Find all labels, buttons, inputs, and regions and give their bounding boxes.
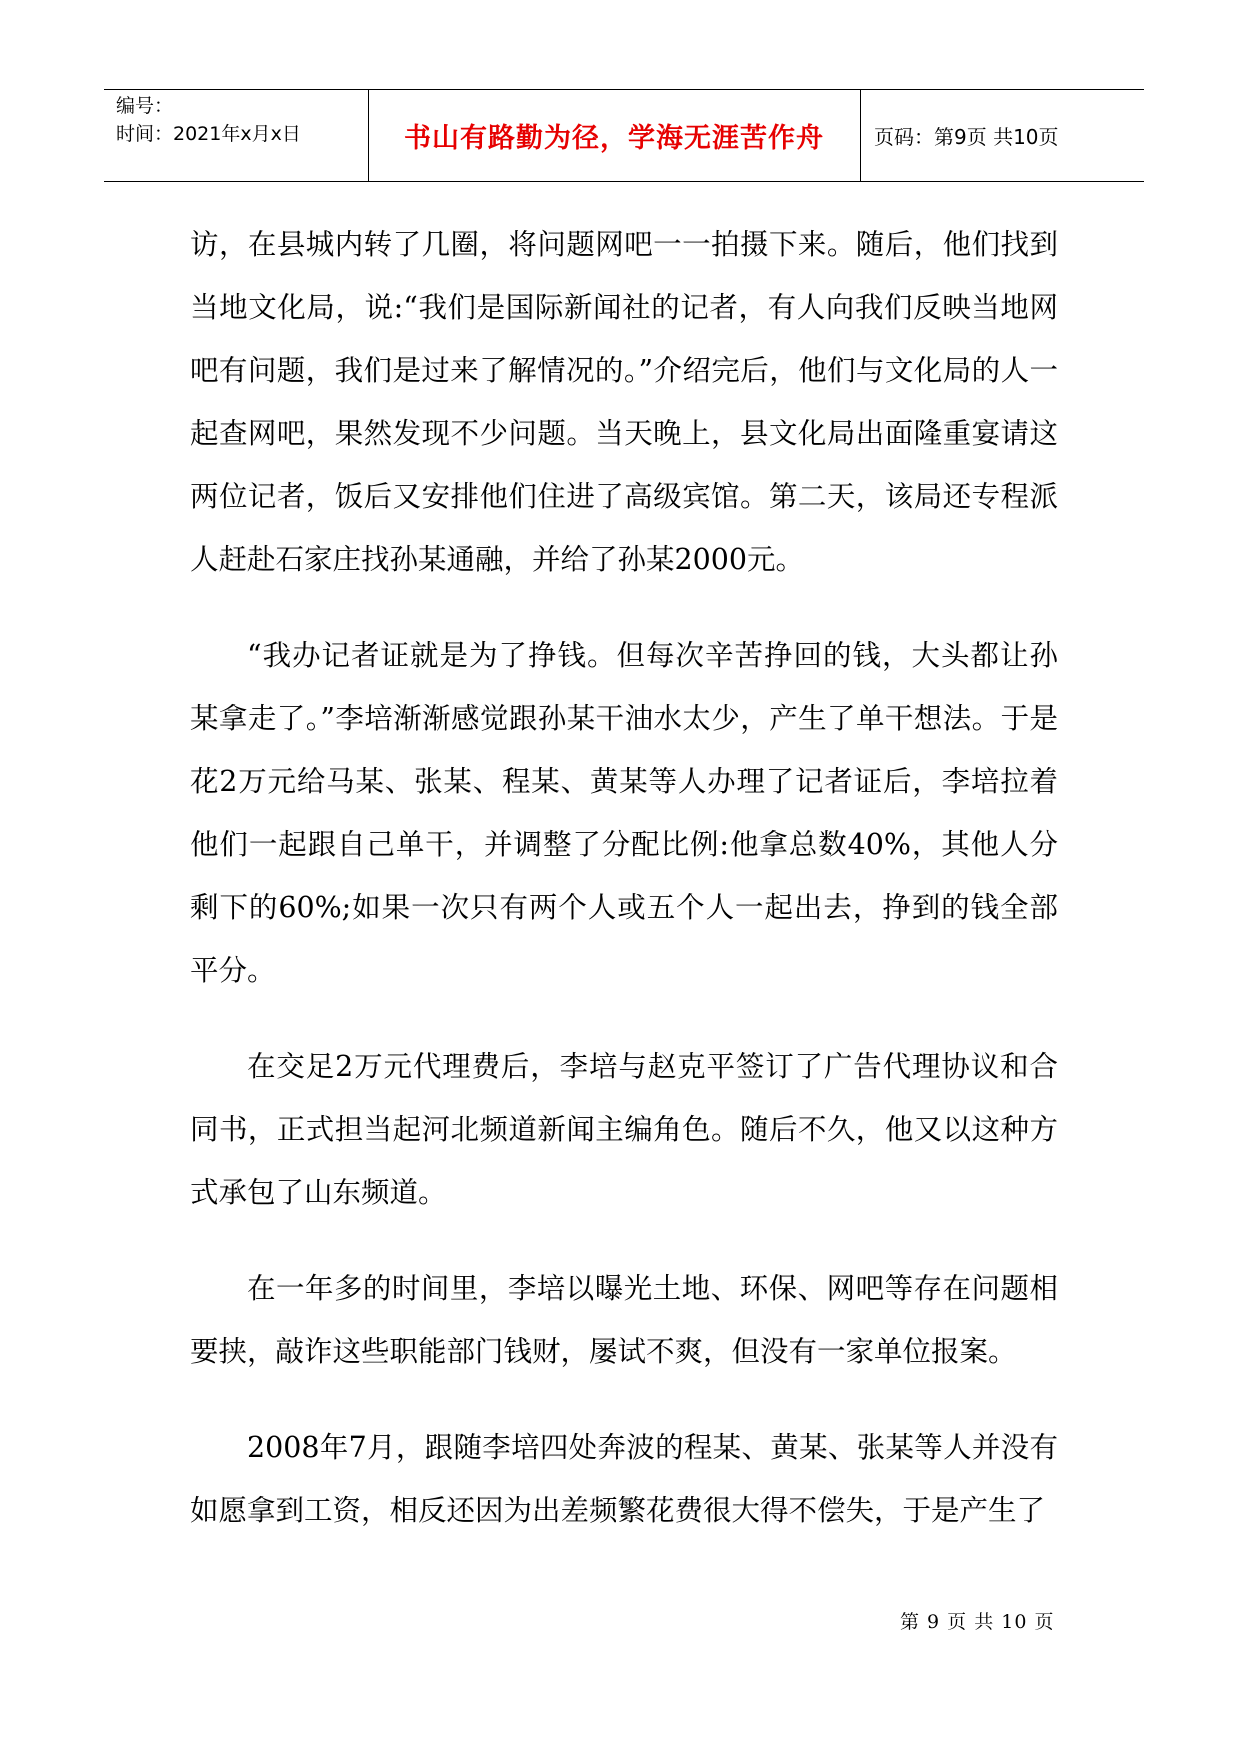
paragraph-3: 在交足2万元代理费后，李培与赵克平签订了广告代理协议和合同书，正式担当起河北频道新闻主编角色。随后不久，他又以这种方式承包了山东频道。 <box>190 1050 1058 1209</box>
paragraph-2: “我办记者证就是为了挣钱。但每次辛苦挣回的钱，大头都让孙某拿走了。”李培渐渐感觉跟孙某干油水太少，产生了单干想法。于是花2万元给马某、张某、程某、黄某等人办理了记者证后，李培拉着他们一起跟自己单干，并调整了分配比例:他拿总数40%，其他人分剩下的60%;如果一次只有两个人或五个人一起出去，挣到的钱全部平分。 <box>190 639 1058 987</box>
paragraph-5: 2008年7月，跟随李培四处奔波的程某、黄某、张某等人并没有如愿拿到工资，相反还因为出差频繁花费很大得不偿失，于是产生了 <box>190 1431 1058 1527</box>
header-motto: 书山有路勤为径，学海无涯苦作舟 <box>404 123 824 154</box>
header-page-number: 页码：第9页 共10页 <box>874 125 1059 149</box>
page-footer: 第 9 页 共 10 页 <box>900 1611 1055 1633</box>
header-divider-right <box>860 90 861 181</box>
header-meta <box>116 92 301 148</box>
page-header <box>104 89 1144 182</box>
document-number-label: 编号： <box>116 95 174 117</box>
document-body <box>190 213 1058 1575</box>
paragraph-1: 访，在县城内转了几圈，将问题网吧一一拍摄下来。随后，他们找到当地文化局，说:“我们是国际新闻社的记者，有人向我们反映当地网吧有问题，我们是过来了解情况的。”介绍完后，他们与文化局的人一起查网吧，果然发现不少问题。当天晚上，县文化局出面隆重宴请这两位记者，饭后又安排他们住进了高级宾馆。第二天，该局还专程派人赶赴石家庄找孙某通融，并给了孙某2000元。 <box>190 228 1058 576</box>
paragraph-4: 在一年多的时间里，李培以曝光土地、环保、网吧等存在问题相要挟，敲诈这些职能部门钱财，屡试不爽，但没有一家单位报案。 <box>190 1272 1058 1368</box>
document-time-label: 时间：2021年x月x日 <box>116 123 301 145</box>
